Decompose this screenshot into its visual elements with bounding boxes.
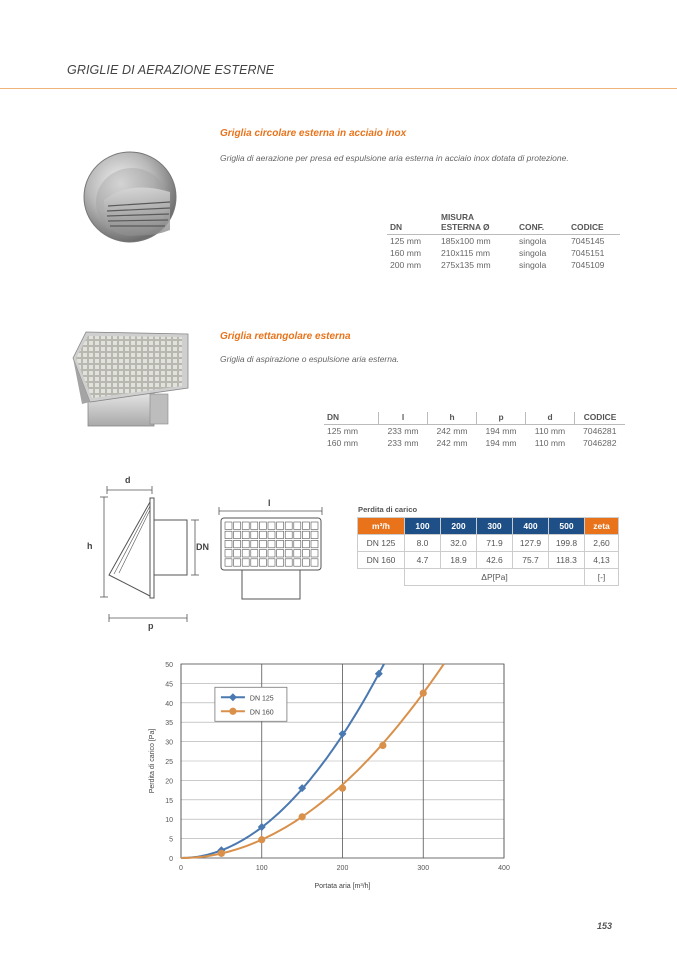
cell: 18.9 <box>441 552 477 569</box>
cell: singola <box>519 248 547 258</box>
product1-description: Griglia di aerazione per presa ed espulsione aria esterna in acciaio inox dotata di protezione. <box>220 153 569 163</box>
y-tick-label: 40 <box>165 700 173 708</box>
table-row <box>324 425 625 438</box>
legend-marker <box>229 708 236 715</box>
cell: 127.9 <box>513 535 549 552</box>
table-row <box>358 552 619 569</box>
table-row <box>387 259 620 271</box>
cell: 242 mm <box>436 426 468 436</box>
x-tick-label: 400 <box>498 865 510 872</box>
cell: 194 mm <box>485 426 517 436</box>
product2-title: Griglia rettangolare esterna <box>220 331 351 342</box>
cell: 125 mm <box>327 426 359 436</box>
loss-table-title: Perdita di carico <box>358 505 418 514</box>
dim-label-p: p <box>148 621 154 631</box>
cell: 199.8 <box>549 535 585 552</box>
front-view-drawing <box>216 498 326 604</box>
x-tick-label: 200 <box>336 865 349 872</box>
cell: 110 mm <box>534 438 566 448</box>
col-conf: CONF. <box>516 212 568 235</box>
col-misura: MISURA ESTERNA Ø <box>438 212 516 235</box>
legend-label: DN 125 <box>249 695 274 703</box>
cell: 71.9 <box>477 535 513 552</box>
col-codice: CODICE <box>575 412 626 425</box>
blank-cell <box>358 569 405 586</box>
y-tick-label: 30 <box>165 739 173 747</box>
page-number: 153 <box>597 921 613 931</box>
col-l: l <box>379 412 428 425</box>
cell: 7045145 <box>571 236 605 246</box>
cell: singola <box>519 260 547 270</box>
unit-footer: ΔP[Pa] <box>405 569 585 586</box>
data-point <box>299 813 306 820</box>
y-tick-label: 20 <box>165 778 173 786</box>
table-row <box>387 247 620 259</box>
table-row <box>358 535 619 552</box>
pressure-loss-chart <box>140 655 530 895</box>
rectangular-grille-image <box>70 328 200 428</box>
side-view-drawing <box>84 472 214 637</box>
x-axis-label: Portata aria [m³/h] <box>314 883 371 890</box>
y-axis-label: Perdita di carico [Pa] <box>149 728 156 794</box>
cell: 2,60 <box>585 535 619 552</box>
y-tick-label: 10 <box>165 817 173 825</box>
flow-header: 500 <box>549 518 585 535</box>
data-point <box>420 690 427 697</box>
cell: 7045109 <box>571 260 605 270</box>
cell: 7045151 <box>571 248 605 258</box>
table-row <box>324 437 625 449</box>
dim-label-dn: DN <box>196 542 209 552</box>
product2-description: Griglia di aspirazione o espulsione aria esterna. <box>220 354 400 364</box>
unit-header: m³/h <box>358 518 405 535</box>
col-dn: DN <box>324 412 379 425</box>
cell: 75.7 <box>513 552 549 569</box>
cell: 194 mm <box>485 438 517 448</box>
cell: 4,13 <box>585 552 619 569</box>
col-dn: DN <box>387 212 438 235</box>
product1-title: Griglia circolare esterna in acciaio inox <box>220 128 407 139</box>
cell: 210x115 mm <box>441 248 491 258</box>
col-p: p <box>477 412 526 425</box>
flow-header: 400 <box>513 518 549 535</box>
y-tick-label: 15 <box>165 797 173 805</box>
flow-header: 300 <box>477 518 513 535</box>
cell: 32.0 <box>441 535 477 552</box>
product2-spec-table <box>324 412 625 449</box>
table-row <box>387 235 620 248</box>
y-tick-label: 35 <box>165 720 173 728</box>
cell: 110 mm <box>534 426 566 436</box>
data-point <box>258 836 265 843</box>
x-tick-label: 300 <box>417 865 430 872</box>
cell: 200 mm <box>390 260 422 270</box>
col-d: d <box>526 412 575 425</box>
legend-label: DN 160 <box>249 709 274 717</box>
y-tick-label: 45 <box>165 681 173 689</box>
cell: 233 mm <box>387 426 419 436</box>
cell: 8.0 <box>405 535 441 552</box>
flow-header: 100 <box>405 518 441 535</box>
cell: 125 mm <box>390 236 422 246</box>
y-tick-label: 50 <box>165 662 173 669</box>
col-codice: CODICE <box>568 212 620 235</box>
cell: 185x100 mm <box>441 236 491 246</box>
cell: 7046281 <box>583 426 617 436</box>
data-point <box>218 850 225 857</box>
round-grille-image <box>80 150 180 245</box>
cell: 160 mm <box>327 438 359 448</box>
x-tick-label: 0 <box>179 865 183 872</box>
cell: 42.6 <box>477 552 513 569</box>
flow-header: 200 <box>441 518 477 535</box>
cell: 233 mm <box>387 438 419 448</box>
cell: 275x135 mm <box>441 260 491 270</box>
cell: 160 mm <box>390 248 422 258</box>
zeta-header: zeta <box>585 518 619 535</box>
data-point <box>339 785 346 792</box>
dim-label-h: h <box>87 541 93 551</box>
cell: 7046282 <box>583 438 617 448</box>
dim-label-d: d <box>125 475 131 485</box>
zeta-unit-footer: [-] <box>585 569 619 586</box>
section-title: GRIGLIE DI AERAZIONE ESTERNE <box>67 63 275 77</box>
cell: 242 mm <box>436 438 468 448</box>
cell: DN 125 <box>358 535 405 552</box>
product1-spec-table <box>387 212 620 271</box>
cell: DN 160 <box>358 552 405 569</box>
header-divider <box>0 88 677 89</box>
y-tick-label: 25 <box>165 759 173 766</box>
data-point <box>375 670 383 678</box>
y-tick-label: 5 <box>169 836 173 844</box>
cell: singola <box>519 236 547 246</box>
x-tick-label: 100 <box>255 865 268 872</box>
pressure-loss-table <box>357 517 619 586</box>
cell: 118.3 <box>549 552 585 569</box>
col-h: h <box>428 412 477 425</box>
dim-label-l: l <box>268 498 271 508</box>
cell: 4.7 <box>405 552 441 569</box>
y-tick-label: 0 <box>169 856 173 863</box>
data-point <box>379 742 386 749</box>
